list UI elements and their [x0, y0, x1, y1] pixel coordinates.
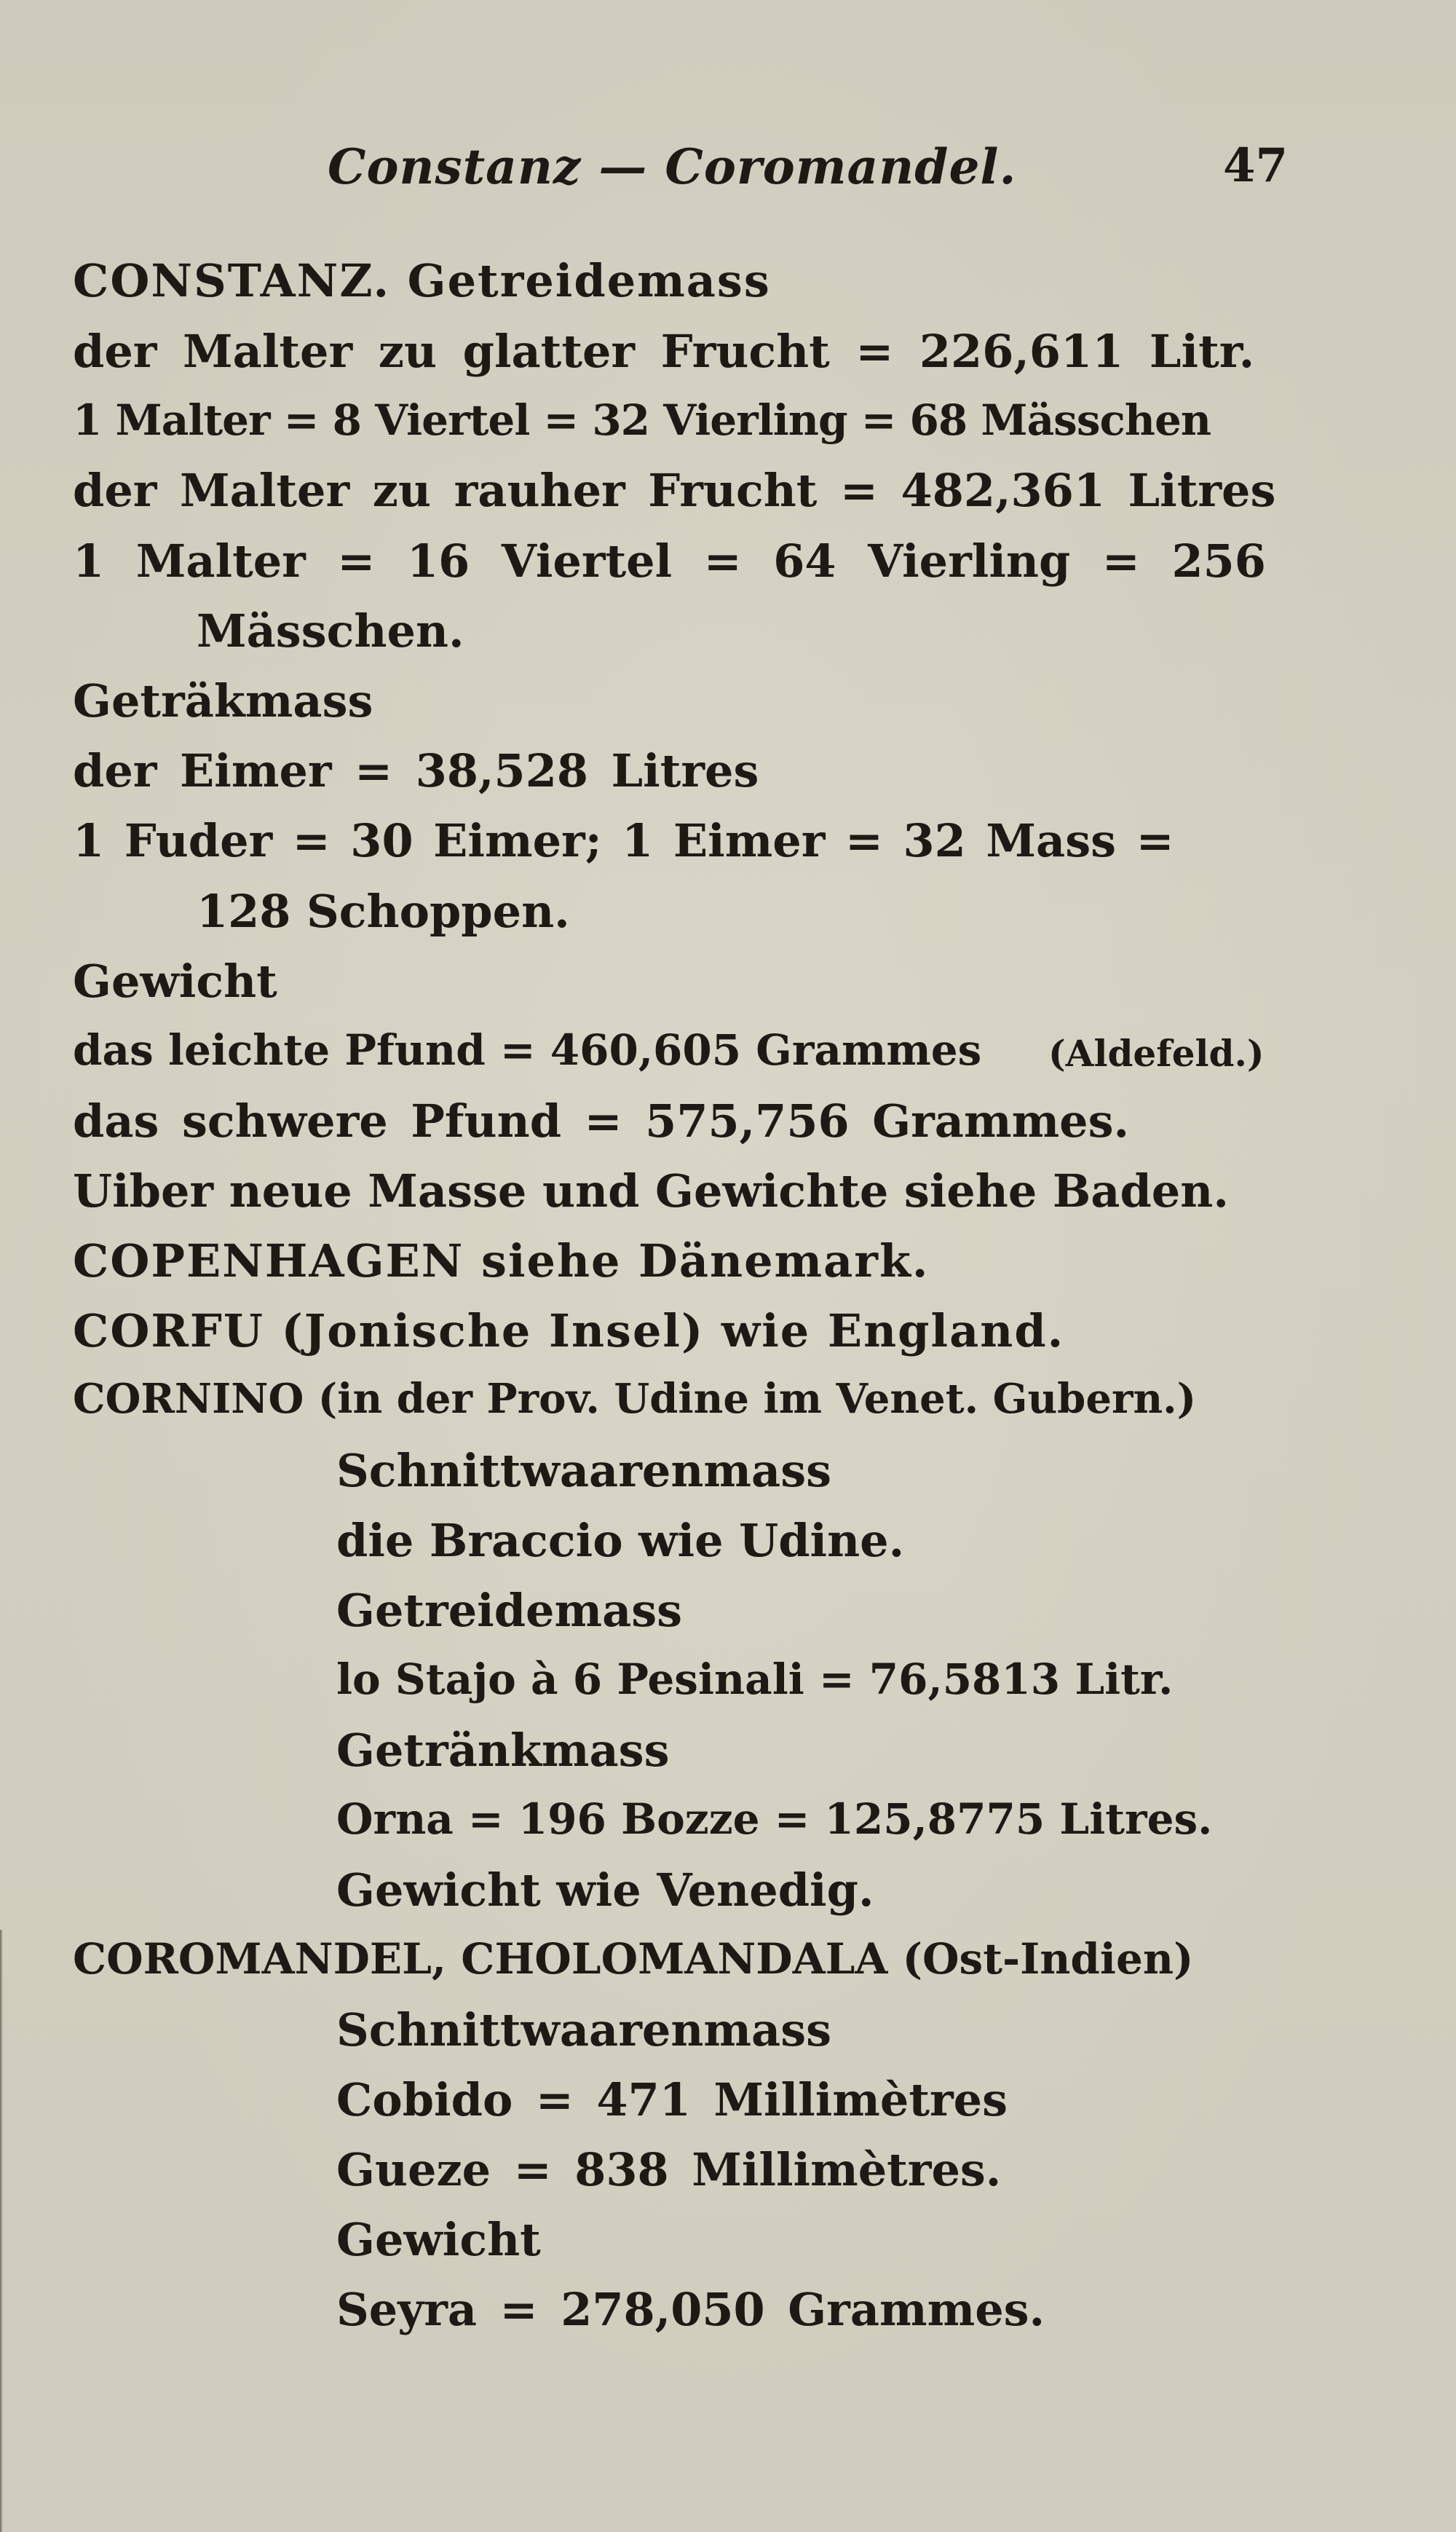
entry-line: der Eimer = 38,528 Litres	[73, 744, 759, 797]
entry-line: die Braccio wie Udine.	[336, 1514, 905, 1567]
section-heading: Schnittwaarenmass	[336, 1444, 832, 1497]
section-heading: Schnittwaarenmass	[336, 2003, 832, 2056]
section-heading: Getränkmass	[336, 1724, 670, 1777]
binding-edge	[0, 1930, 3, 2532]
entry-line: 128 Schoppen.	[197, 885, 570, 938]
entry-line: Mässchen.	[197, 604, 464, 658]
source-note: (Aldefeld.)	[1048, 1032, 1265, 1075]
entry-line: 1 Malter = 16 Viertel = 64 Vierling = 256	[73, 535, 1266, 588]
entry-line: CONSTANZ. Getreidemass	[73, 254, 771, 307]
entry-line: Seyra = 278,050 Grammes.	[336, 2283, 1045, 2336]
entry-line: das schwere Pfund = 575,756 Grammes.	[73, 1095, 1130, 1148]
entry-line: lo Stajo à 6 Pesinali = 76,5813 Litr.	[336, 1655, 1174, 1704]
entry-line: das leichte Pfund = 460,605 Grammes	[73, 1025, 982, 1075]
entry-line: Uiber neue Masse und Gewichte siehe Baden.	[73, 1164, 1229, 1218]
section-heading: Getreidemass	[336, 1584, 683, 1637]
section-heading: Geträkmass	[73, 674, 373, 727]
entry-line: Gewicht wie Venedig.	[336, 1863, 874, 1917]
entry-line: CORNINO (in der Prov. Udine im Venet. Gubern.)	[73, 1375, 1197, 1423]
entry-line: CORFU (Jonische Insel) wie England.	[73, 1304, 1065, 1357]
section-heading: Gewicht	[336, 2213, 541, 2266]
running-header	[0, 138, 1456, 218]
page-number: 47	[1223, 138, 1289, 193]
entry-line: COROMANDEL, CHOLOMANDALA (Ost-Indien)	[73, 1934, 1194, 1984]
section-heading: Gewicht	[73, 955, 277, 1008]
running-title: Constanz — Coromandel.	[328, 138, 1017, 195]
entry-line: Gueze = 838 Millimètres.	[336, 2143, 1002, 2196]
entry-line: der Malter zu glatter Frucht = 226,611 Litr.	[73, 325, 1255, 378]
entry-line: 1 Malter = 8 Viertel = 32 Vierling = 68 Mässchen	[73, 395, 1211, 445]
entry-line: der Malter zu rauher Frucht = 482,361 Litres	[73, 464, 1276, 517]
entry-line: Orna = 196 Bozze = 125,8775 Litres.	[336, 1794, 1213, 1844]
entry-line: 1 Fuder = 30 Eimer; 1 Eimer = 32 Mass =	[73, 814, 1174, 867]
entry-line: Cobido = 471 Millimètres	[336, 2073, 1008, 2126]
entry-line: COPENHAGEN siehe Dänemark.	[73, 1234, 930, 1287]
